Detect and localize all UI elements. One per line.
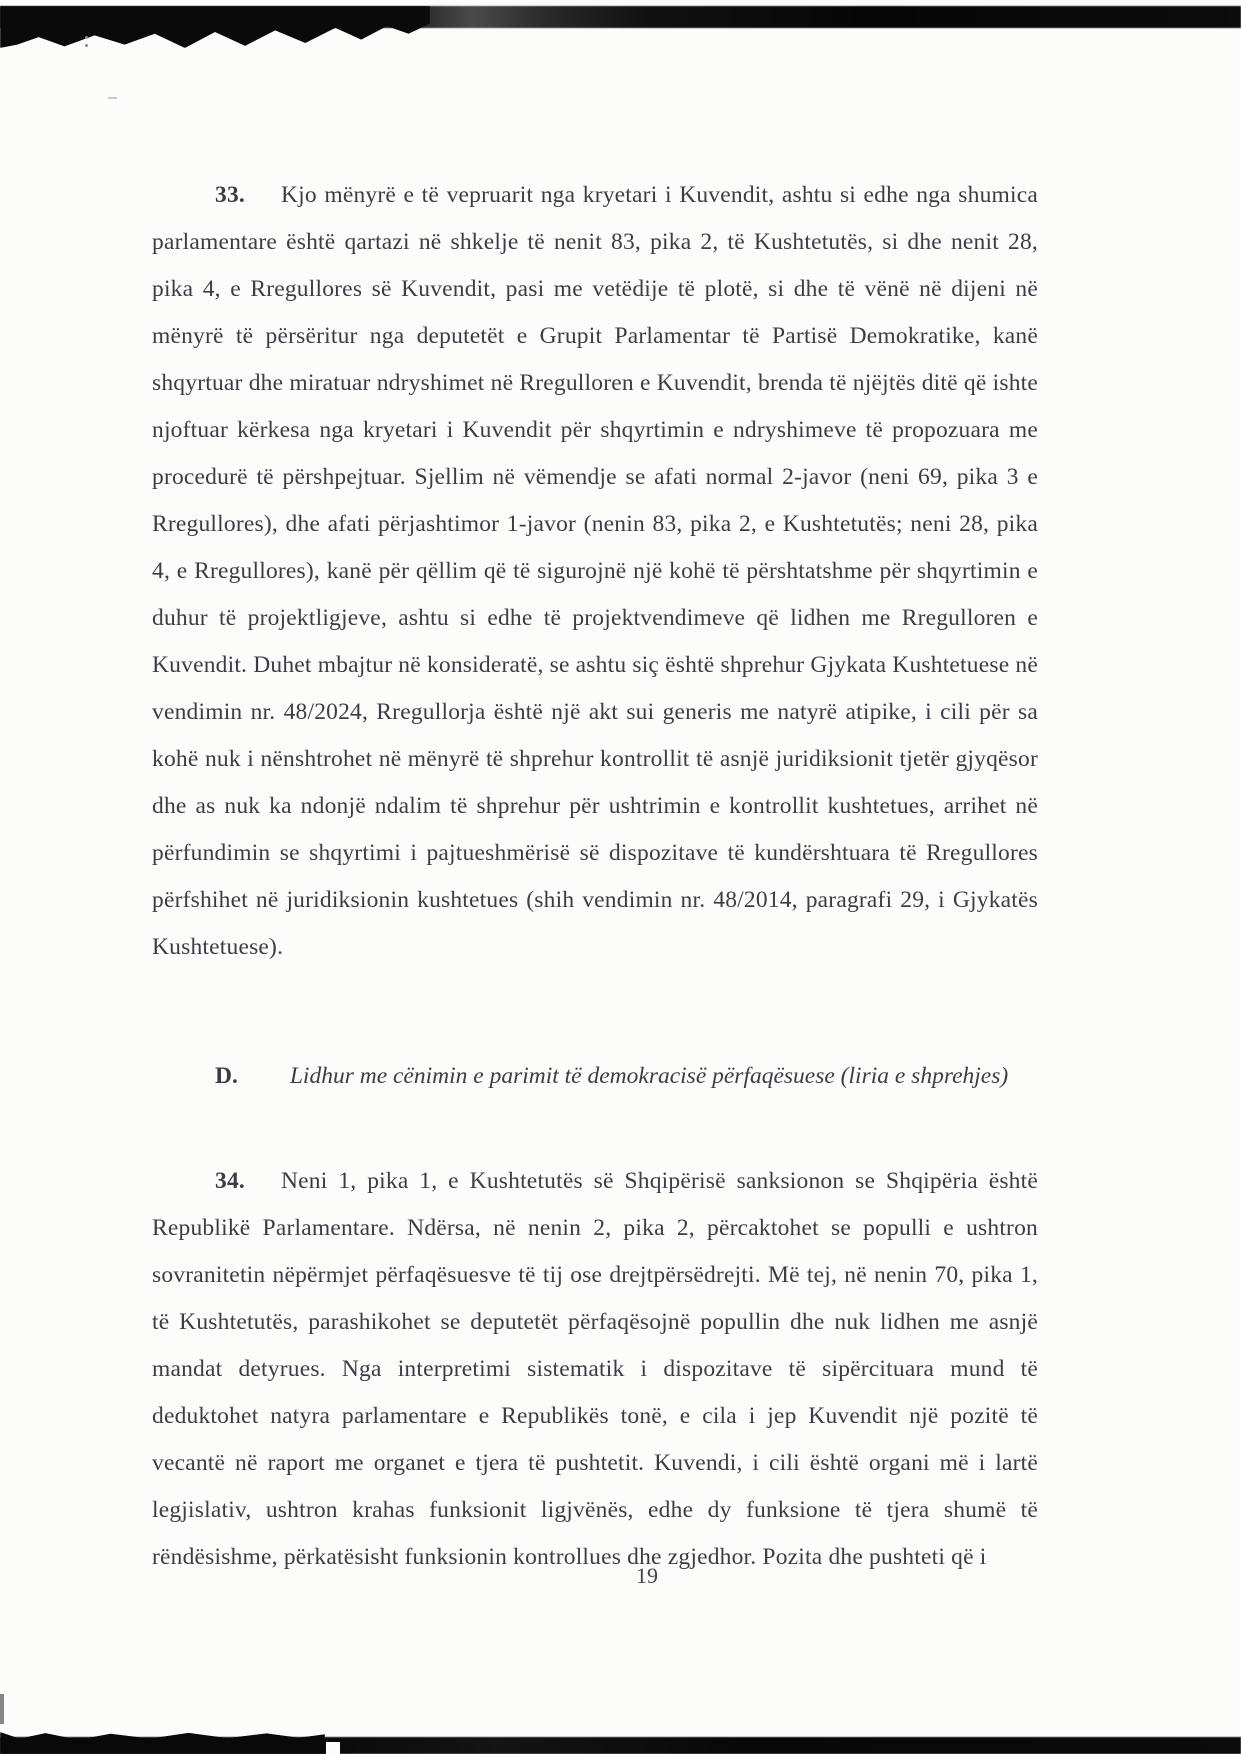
section-d-number: D. xyxy=(215,1063,238,1089)
page-number: 19 xyxy=(636,1563,658,1588)
paragraph-34 xyxy=(152,1158,1038,1581)
paragraph-33 xyxy=(152,172,1038,971)
section-heading-d xyxy=(152,1053,1038,1100)
text-block xyxy=(152,172,1038,1581)
paragraph-34-number: 34. xyxy=(215,1168,245,1194)
paragraph-33-text: Kjo mënyrë e të vepruarit nga kryetari i Kuvendit, ashtu si edhe nga shumica parlamentare është qartazi në shkelje të nenit 83, pika 2, të Kushtetutës, si dhe nenit 28, pika 4, e Rregullores së Kuvendit, pasi me vetëdije të plotë, si dhe të vënë në dijeni në mënyrë të përsëritur nga deputetët e Grupit Parlamentar të Partisë Demokratike, kanë shqyrtuar dhe miratuar ndryshimet në Rregulloren e Kuvendit, brenda të njëjtës ditë që ishte njoftuar kërkesa nga kryetari i Kuvendit për shqyrtimin e ndryshimeve të propozuara me procedurë të përshpejtuar. Sjellim në vëmendje se afati normal 2-javor (neni 69, pika 3 e Rregullores), dhe afati përjashtimor 1-javor (nenin 83, pika 2, e Kushtetutës; neni 28, pika 4, e Rregullores), kanë për qëllim që të sigurojnë një kohë të përshtatshme për shqyrtimin e duhur të projektligjeve, ashtu si edhe të projektvendimeve që lidhen me Rregulloren e Kuvendit. Duhet mbajtur në konsideratë, se ashtu siç është shprehur Gjykata Kushtetuese në vendimin nr. 48/2024, Rregullorja është një akt sui generis me natyrë atipike, i cili për sa kohë nuk i nënshtrohet në mënyrë të shprehur kontrollit të asnjë juridiksionit tjetër gjyqësor dhe as nuk ka ndonjë ndalim të shprehur për ushtrimin e kontrollit kushtetues, arrihet në përfundimin se shqyrtimi i pajtueshmërisë së dispozitave të kundërshtuara të Rregullores përfshihet në juridiksionin kushtetues (shih vendimin nr. 48/2014, paragrafi 29, i Gjykatës Kushtetuese). xyxy=(152,182,1038,960)
paragraph-33-number: 33. xyxy=(215,182,245,208)
scan-speck-dash xyxy=(108,97,117,99)
section-d-title: Lidhur me cënimin e parimit të demokracisë përfaqësuese (liria e shprehjes) xyxy=(289,1063,1009,1089)
scan-speck-colon xyxy=(85,36,88,48)
scan-artifact-bottom-left-segment xyxy=(0,1732,325,1754)
scan-edge-tick xyxy=(0,1694,4,1724)
scan-artifact-bottom-notch xyxy=(326,1742,340,1754)
scan-artifact-top-left-blob xyxy=(0,6,430,48)
paragraph-34-text: Neni 1, pika 1, e Kushtetutës së Shqipërisë sanksionon se Shqipëria është Republikë Parlamentare. Ndërsa, në nenin 2, pika 2, përcaktohet se populli e ushtron sovranitetin nëpërmjet përfaqësuesve të tij ose drejtpërsëdrejti. Më tej, në nenin 70, pika 1, të Kushtetutës, parashikohet se deputetët përfaqësojnë popullin dhe nuk lidhen me asnjë mandat detyrues. Nga interpretimi sistematik i dispozitave të sipërcituara mund të deduktohet natyra parlamentare e Republikës tonë, e cila i jep Kuvendit një pozitë të vecantë në raport me organet e tjera të pushtetit. Kuvendi, i cili është organi më i lartë legjislativ, ushtron krahas funksionit ligjvënës, edhe dy funksione të tjera shumë të rëndësishme, përkatësisht funksionin kontrollues dhe zgjedhor. Pozita dhe pushteti që i xyxy=(152,1168,1038,1570)
